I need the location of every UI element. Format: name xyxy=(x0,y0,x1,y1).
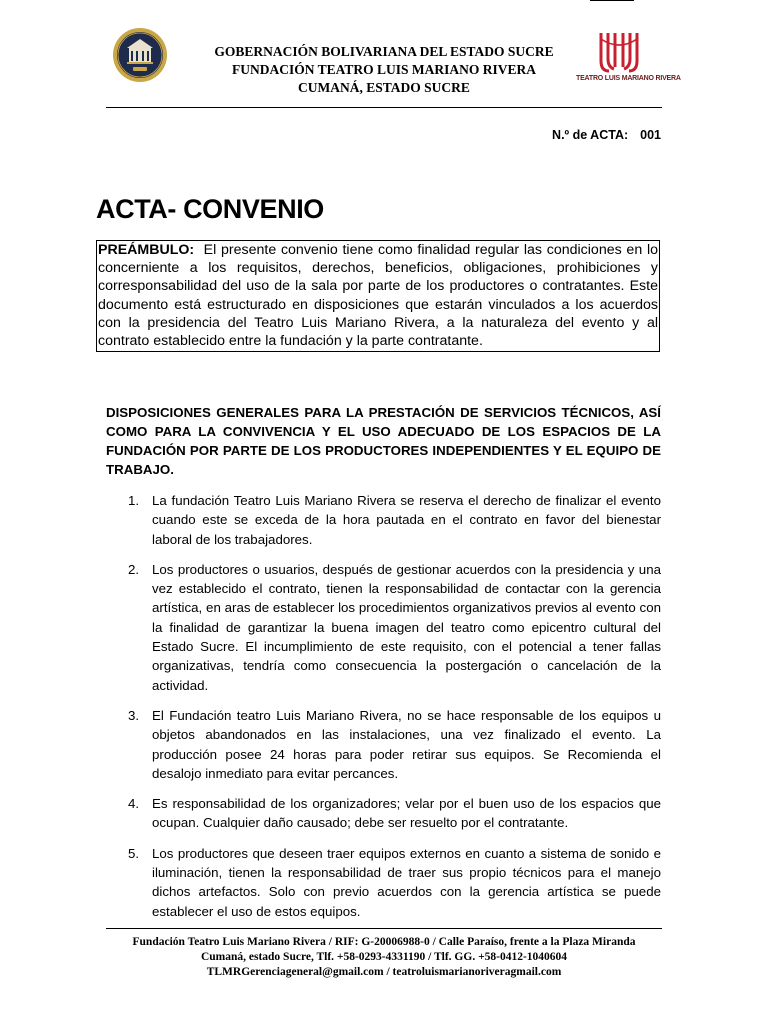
acta-number-value: 001 xyxy=(640,128,661,142)
list-item xyxy=(128,844,661,921)
general-dispositions-heading: DISPOSICIONES GENERALES PARA LA PRESTACIÓN DE SERVICIOS TÉCNICOS, ASÍ COMO PARA LA CONVIVENCIA Y EL USO ADECUADO DE LOS ESPACIOS DE LA FUNDACIÓN POR PARTE DE LOS PRODUCTORES INDEPENDIENTES Y EL EQUIPO DE TRABAJO. xyxy=(106,405,661,477)
list-item-text: Los productores que deseen traer equipos externos en cuanto a sistema de sonido e iluminación, tienen la responsabilidad de traer sus propio técnicos para el manejo dichos artefactos. Solo con previo acuerdos con la gerencia artística se puede establecer el uso de estos equipos. xyxy=(152,845,661,919)
list-item-text: El Fundación teatro Luis Mariano Rivera, no se hace responsable de los equipos u objetos abandonados en las instalaciones, una vez finalizado el evento. La producción posee 24 horas para poder retirar sus equipos. Se Recomienda el desalojo inmediato para evitar percances. xyxy=(152,707,661,781)
theatre-logo-caption: TEATRO LUIS MARIANO RIVERA xyxy=(576,75,681,82)
acta-number-label: N.º de ACTA: xyxy=(552,128,629,142)
list-item-text: Los productores o usuarios, después de gestionar acuerdos con la presidencia y una vez establecido el contrato, tienen la responsabilidad de contactar con la gerencia artística, en aras de establecer los procedimientos organizativos previos al evento con la finalidad de garantizar la buena imagen del teatro como epicentro cultural del Estado Sucre. El incumplimiento de este requisito, con el potencial a tener fallas organizativas, tendría como consecuencia la postergación o cancelación de la actividad. xyxy=(152,561,661,693)
theatre-emblem-icon xyxy=(598,31,640,73)
list-item-number: 5. xyxy=(128,845,140,861)
dispositions-list xyxy=(128,491,661,932)
heading-line-2: FUNDACIÓN TEATRO LUIS MARIANO RIVERA xyxy=(231,62,537,77)
acta-number xyxy=(552,128,661,142)
document-title: ACTA- CONVENIO xyxy=(96,194,324,224)
heading-line-3: CUMANÁ, ESTADO SUCRE xyxy=(298,80,470,95)
list-item-text: Es responsabilidad de los organizadores; velar por el buen uso de los espacios que ocupan. Cualquier daño causado; debe ser resuelto por el contratante. xyxy=(152,796,661,831)
preamble-text: El presente convenio tiene como finalidad regular las condiciones en lo concerniente a los requisitos, derechos, beneficios, obligaciones, prohibiciones y corresponsabilidad del uso de la sala por parte de los productores o contratantes. Este documento está estructurado en disposiciones que estarán vinculados a los acuerdos con la presidencia del Teatro Luis Mariano Rivera, a la naturaleza del evento y al contrato establecido entre la fundación y la parte contratante. xyxy=(98,242,658,350)
preamble-box xyxy=(96,240,660,352)
preamble-lead: PREÁMBULO: xyxy=(98,242,195,258)
list-item-number: 4. xyxy=(128,796,140,812)
heading-line-1: GOBERNACIÓN BOLIVARIANA DEL ESTADO SUCRE xyxy=(214,44,554,59)
state-seal-logo xyxy=(112,27,168,83)
list-item-text: La fundación Teatro Luis Mariano Rivera se reserva el derecho de finalizar el evento cuando este se exceda de la hora pautada en el contrato en favor del bienestar laboral de los trabajadores. xyxy=(152,493,661,547)
list-item xyxy=(128,560,661,695)
list-item xyxy=(128,491,661,549)
list-item-number: 1. xyxy=(128,493,140,508)
footer-phones: Cumaná, estado Sucre, Tlf. +58-0293-4331190 / Tlf. GG. +58-0412-1040604 xyxy=(200,951,568,963)
institution-heading xyxy=(176,43,592,97)
letterhead xyxy=(106,25,681,108)
list-item xyxy=(128,706,661,783)
top-rule xyxy=(590,0,634,1)
footer-emails: TLMRGerenciageneral@gmail.com / teatroluismarianoriveragmail.com xyxy=(206,966,562,978)
theatre-logo xyxy=(576,31,681,91)
list-item xyxy=(128,794,661,833)
list-item-number: 3. xyxy=(128,707,140,723)
footer-address: Fundación Teatro Luis Mariano Rivera / RIF: G-20006988-0 / Calle Paraíso, frente a la Plaza Miranda xyxy=(132,936,636,948)
list-item-number: 2. xyxy=(128,561,140,577)
page-footer xyxy=(106,928,662,980)
